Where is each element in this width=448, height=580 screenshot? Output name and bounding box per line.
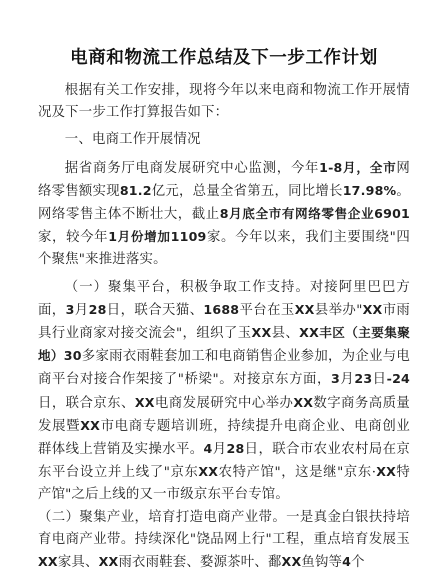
text-run: 月份增加	[117, 229, 171, 245]
text-run: 。网络零售主体不断壮大，截止	[38, 183, 410, 223]
text-run: 亿元，总量全省第五，同比增长	[151, 183, 343, 199]
text-run: XX	[281, 554, 302, 570]
text-run: 家具、	[57, 555, 99, 571]
text-run: 平台在玉	[239, 302, 295, 318]
text-run: 雨衣雨鞋套、婺源茶叶、鄱	[118, 555, 282, 571]
text-run: 28	[88, 301, 107, 317]
text-run: 28	[226, 441, 245, 457]
intro-paragraph: 根据有关工作安排，现将今年以来电商和物流工作开展情况及下一步工作打算报告如下：	[38, 83, 410, 121]
text-run: 全市	[369, 159, 397, 175]
text-run: XX	[251, 325, 272, 341]
text-run: 月	[74, 302, 89, 318]
text-run: 县举办"	[314, 302, 363, 318]
text-run: 网络零售额实现	[38, 160, 410, 199]
text-run: 日，联合京东、	[38, 395, 135, 411]
paragraph-ecommerce-overview	[38, 157, 410, 272]
text-run: 6901	[374, 206, 410, 222]
text-run: 日	[372, 372, 387, 388]
text-run: 3	[65, 301, 75, 317]
text-run: 1109	[170, 229, 207, 245]
paragraph-industry	[38, 507, 410, 575]
text-run: XX	[98, 554, 119, 570]
text-run: 17.98%	[342, 182, 397, 198]
text-run: 23	[354, 371, 373, 387]
text-run: 多家雨衣雨鞋套加工和电商销售企业参加，为企业与电商平台对接合作架接了"桥梁"。对接京东方面，	[38, 349, 410, 388]
text-run: XX	[299, 325, 319, 341]
text-run: 月	[339, 372, 355, 388]
text-run: 数字商务高质量发展暨	[38, 395, 410, 434]
text-run: 月底全市有网络零售企业	[228, 206, 375, 222]
text-run: 4	[203, 441, 213, 457]
text-run: 30	[63, 348, 82, 364]
text-run: 特产馆"之后上线的又一市级京东平台专馆。	[38, 465, 410, 503]
text-run: 日，联合天猫、	[106, 302, 204, 318]
section-heading: 一、电商工作开展情况	[64, 132, 201, 148]
text-run: 市雨具行业商家对接交流会"，组织了玉	[38, 302, 411, 342]
document-body	[38, 80, 410, 574]
text-run: XX	[80, 417, 101, 433]
document-title: 电商和物流工作总结及下一步工作计划	[70, 48, 378, 68]
text-run: 据省商务厅电商发展研究中心监测，今年	[64, 160, 320, 176]
text-run: 农特产馆"，这是继"京东·	[218, 465, 377, 481]
text-run: XX	[198, 464, 219, 480]
text-run: XX	[362, 301, 383, 317]
text-run: （二）聚集产业，培育打造电商产业带。一是真金白银扶持培育电商产业带。持续深化"饶品网上行"工程，重点培育发展玉	[38, 509, 410, 547]
text-run: 家，较今年	[38, 230, 109, 246]
text-run: -24	[386, 371, 411, 387]
text-run: 个	[351, 555, 365, 571]
text-run: 8	[219, 206, 229, 222]
text-run: 1688	[203, 301, 240, 317]
text-run: 日，联合市农业农村局在京东平台设立并上线了"京东	[38, 442, 410, 481]
text-run: 81.2	[119, 182, 152, 198]
text-run: 县、	[271, 326, 300, 342]
text-run: （一）聚集平台，积极争取工作支持。对接阿里巴巴方面，	[38, 279, 410, 318]
text-run: 市电商专题培训班，持续提升电商企业、电商创业群体线上营销及实操水平。	[38, 418, 410, 458]
text-run: XX	[294, 301, 315, 317]
text-run: 月	[212, 442, 227, 458]
text-run: 3	[331, 371, 340, 387]
text-run: XX	[376, 464, 397, 480]
text-run: 家。今年以来，我们主要围绕"四个聚焦"来推进落实。	[38, 230, 410, 268]
text-run: 1-8	[319, 159, 343, 175]
text-run: XX	[134, 394, 155, 410]
text-run: 4	[342, 554, 352, 570]
text-run: XX	[293, 394, 314, 410]
text-run: XX	[38, 554, 58, 570]
text-run: 鱼钩等	[301, 555, 343, 571]
text-run: 电商发展研究中心举办	[154, 395, 294, 411]
text-run: 丰区（主要集聚地）	[38, 325, 411, 364]
text-run: 月，	[342, 159, 370, 175]
text-run: 1	[108, 229, 118, 245]
paragraph-platforms	[38, 277, 410, 507]
